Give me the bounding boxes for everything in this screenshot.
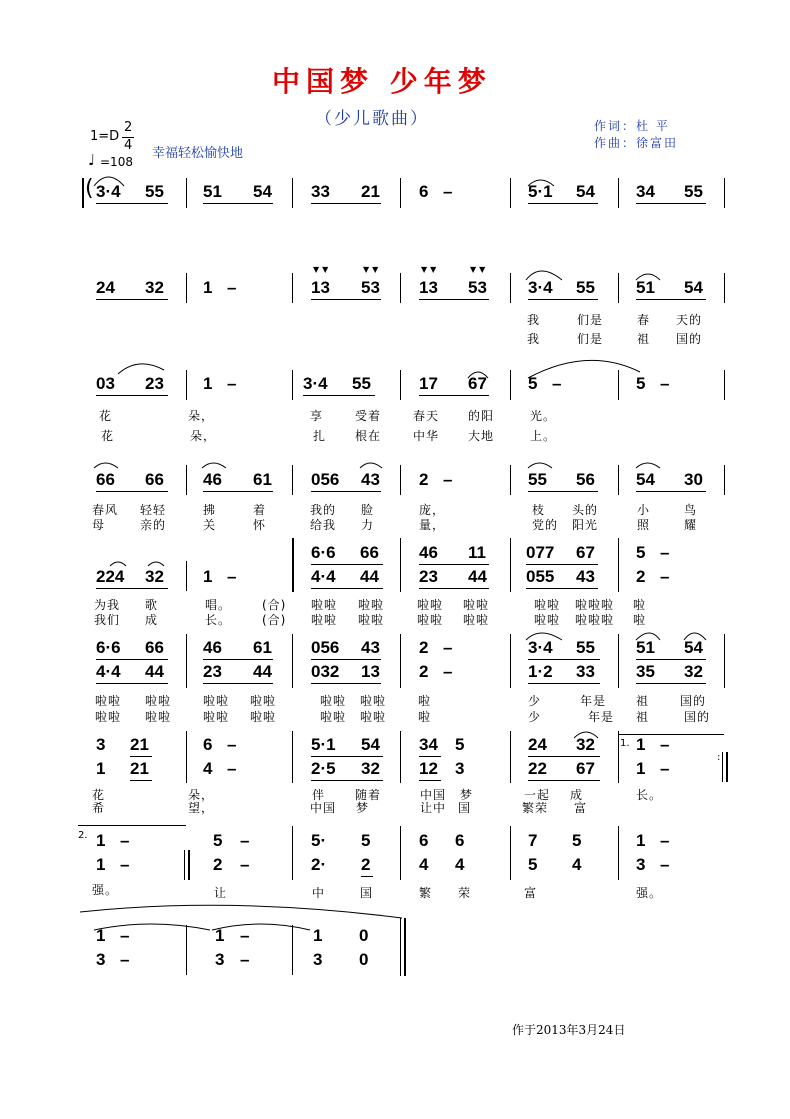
note: 61 (253, 638, 272, 657)
lyric: (合) (262, 613, 287, 627)
note: 55 (352, 374, 371, 393)
note: – (660, 735, 670, 754)
note: – (120, 950, 130, 969)
note: 6 (419, 182, 429, 201)
note: 2 (361, 855, 371, 874)
note: – (443, 470, 453, 489)
lyric: 小 (637, 503, 651, 517)
lyric: 们是 (577, 313, 604, 327)
note: 1 (636, 759, 646, 778)
note: 6 (455, 831, 465, 850)
lyric: 中 (312, 886, 326, 900)
volta-2-label: 2. (78, 830, 88, 841)
lyric: 光。 (530, 409, 557, 423)
lyric: 亲的 (140, 518, 167, 532)
lyric: 受着 (355, 409, 382, 423)
lyric: 祖 (636, 710, 650, 724)
note: 5· (311, 831, 327, 850)
lyric: 成 (145, 613, 159, 627)
note: 34 (636, 182, 655, 201)
lyric: 享 (310, 409, 324, 423)
note: – (660, 759, 670, 778)
lyric: 啦啦 (311, 598, 338, 612)
lyric: 耀 (684, 518, 698, 532)
note: 6·6 (96, 638, 121, 657)
composer-credit: 作曲：徐富田 (594, 136, 679, 150)
note: 17 (419, 374, 438, 393)
lyric: 年是 (580, 694, 607, 708)
lyric: 让 (214, 886, 228, 900)
note: 23 (203, 662, 222, 681)
lyric: 力 (361, 518, 375, 532)
time-signature-top: 2 (124, 120, 133, 135)
lyric: 中国 (420, 788, 447, 802)
note: 5·1 (311, 735, 336, 754)
note: 54 (684, 638, 703, 657)
note: 43 (361, 470, 380, 489)
tempo-marking: =108 (100, 155, 133, 169)
volta-1-label: 1. (620, 738, 630, 749)
lyric: 中国 (310, 801, 337, 815)
lyric: 繁荣 (522, 801, 549, 815)
note: 3 (455, 759, 465, 778)
lyric: 国的 (684, 710, 711, 724)
note: 1 (636, 831, 646, 850)
note: 2·5 (311, 759, 336, 778)
lyric: 天的 (676, 313, 703, 327)
note: 5 (213, 831, 223, 850)
note: 1 (203, 567, 213, 586)
lyric: 为我 (94, 598, 121, 612)
note: 21 (130, 759, 149, 778)
note: 5 (636, 374, 646, 393)
note: – (240, 950, 250, 969)
lyric: 们是 (577, 332, 604, 346)
lyric: 中华 (413, 429, 440, 443)
note: 03 (96, 374, 115, 393)
note: – (240, 855, 250, 874)
lyric: 国 (458, 801, 472, 815)
note: 54 (636, 470, 655, 489)
lyric: 啦 (418, 694, 432, 708)
lyric: 啦啦 (250, 710, 277, 724)
note: 44 (468, 567, 487, 586)
note: – (240, 926, 250, 945)
lyric: 长。 (636, 788, 663, 802)
note: – (660, 374, 670, 393)
lyric: 歌 (145, 598, 159, 612)
lyric: 梦 (356, 801, 370, 815)
lyric: 啦啦 (311, 613, 338, 627)
lyric: 根在 (355, 429, 382, 443)
note: 61 (253, 470, 272, 489)
note: – (227, 567, 237, 586)
note: 077 (526, 543, 555, 562)
note: 0 (359, 926, 369, 945)
lyric: 年是 (588, 710, 615, 724)
lyric: 我的 (310, 503, 337, 517)
repeat-dots-icon: : (717, 752, 721, 763)
note: 1 (203, 374, 213, 393)
note: 2· (311, 855, 327, 874)
lyric: 繁 (419, 886, 433, 900)
note: 55 (576, 638, 595, 657)
note: 5 (572, 831, 582, 850)
note: 43 (361, 638, 380, 657)
lyric: 唱。 (205, 598, 232, 612)
lyric: 轻轻 (140, 503, 167, 517)
note: 0 (359, 950, 369, 969)
note: 51 (636, 278, 655, 297)
note: 5 (455, 735, 465, 754)
lyric: 啦啦 (203, 710, 230, 724)
note: 54 (684, 278, 703, 297)
note: 33 (576, 662, 595, 681)
note: 46 (419, 543, 438, 562)
lyric: 阳光 (572, 518, 599, 532)
lyric: 啦啦 (534, 613, 561, 627)
note: 5·1 (528, 182, 553, 201)
note: 66 (145, 470, 164, 489)
note: 1 (96, 855, 106, 874)
note: 1 (215, 926, 225, 945)
lyric: 着 (253, 503, 267, 517)
note: 24 (96, 278, 115, 297)
lyric: 我们 (94, 613, 121, 627)
lyric: 朵， (188, 788, 215, 802)
note: 66 (360, 543, 379, 562)
note: 7 (528, 831, 538, 850)
lyric: 我 (527, 332, 541, 346)
note: – (120, 926, 130, 945)
song-title: 中国梦 少年梦 (272, 65, 492, 98)
lyric: 荣 (458, 886, 472, 900)
lyric: 春天 (413, 409, 440, 423)
composition-date: 作于2013年3月24日 (512, 1023, 626, 1037)
lyric: 啦啦 (145, 694, 172, 708)
lyric: 党的 (532, 518, 559, 532)
note: 1 (96, 926, 106, 945)
note: 055 (526, 567, 555, 586)
time-signature-bottom: 4 (124, 138, 133, 153)
expression-marking: 幸福轻松愉快地 (152, 146, 244, 161)
lyric: 啦啦 (463, 613, 490, 627)
note: 3 (313, 950, 323, 969)
note: 032 (311, 662, 340, 681)
accent-marks: ▼▼ (313, 265, 332, 274)
note: 3 (215, 950, 225, 969)
note: 22 (528, 759, 547, 778)
note: 32 (684, 662, 703, 681)
note: 55 (528, 470, 547, 489)
note: 1 (203, 278, 213, 297)
note: 21 (361, 182, 380, 201)
song-subtitle: （少儿歌曲） (315, 109, 429, 129)
accent-marks: ▼▼ (363, 265, 382, 274)
note: 55 (684, 182, 703, 201)
note: 4 (455, 855, 465, 874)
lyric: 花 (101, 429, 115, 443)
note: 46 (203, 470, 222, 489)
lyric: 母 (92, 518, 106, 532)
lyric: 啦啦 (417, 598, 444, 612)
note: 6·6 (311, 543, 336, 562)
note: 51 (203, 182, 222, 201)
lyric: 扎 (313, 429, 327, 443)
note: 056 (311, 638, 340, 657)
lyric: 春 (637, 313, 651, 327)
note: 056 (311, 470, 340, 489)
lyric: 庞， (419, 503, 446, 517)
lyric: 朵， (190, 429, 217, 443)
lyric: 啦啦 (203, 694, 230, 708)
key-signature: 1=D (90, 129, 120, 144)
note: 3·4 (528, 278, 553, 297)
lyric: 脸 (361, 503, 375, 517)
lyric: 的阳 (468, 409, 495, 423)
lyric: 啦啦 (534, 598, 561, 612)
lyric: 啦啦 (360, 710, 387, 724)
note: 3·4 (528, 638, 553, 657)
note: – (443, 662, 453, 681)
note: – (227, 735, 237, 754)
lyric: 国的 (680, 694, 707, 708)
note: 4·4 (311, 567, 336, 586)
note: 2 (419, 662, 429, 681)
lyric: 关 (203, 518, 217, 532)
note: 46 (203, 638, 222, 657)
lyric: 让中 (420, 801, 447, 815)
note: 2 (636, 567, 646, 586)
note: 6 (203, 735, 213, 754)
lyric: 随着 (355, 788, 382, 802)
quarter-note-icon: ♩ (88, 151, 96, 169)
note: – (227, 278, 237, 297)
note: 5 (528, 374, 538, 393)
note: 53 (361, 278, 380, 297)
note: 12 (419, 759, 438, 778)
note: 55 (576, 278, 595, 297)
note: 1 (96, 759, 106, 778)
note: 23 (419, 567, 438, 586)
note: 53 (468, 278, 487, 297)
lyric: 鸟 (684, 503, 698, 517)
lyric: 啦啦 (320, 710, 347, 724)
note: 66 (145, 638, 164, 657)
note: 224 (96, 567, 125, 586)
lyric: 啦 (633, 613, 647, 627)
note: – (227, 374, 237, 393)
note: 2 (213, 855, 223, 874)
lyric: 少 (528, 710, 542, 724)
note: 5 (528, 855, 538, 874)
note: 67 (468, 374, 487, 393)
lyric: 少 (528, 694, 542, 708)
note: – (120, 855, 130, 874)
lyric: 啦啦 (358, 598, 385, 612)
note: 13 (361, 662, 380, 681)
lyric: 我 (527, 313, 541, 327)
note: 23 (145, 374, 164, 393)
lyric: 望， (188, 801, 215, 815)
note: 5 (361, 831, 371, 850)
lyric: 啦啦 (95, 710, 122, 724)
lyric: 一起 (524, 788, 551, 802)
note: 67 (576, 543, 595, 562)
note: 4·4 (96, 662, 121, 681)
lyric: 伴 (312, 788, 326, 802)
lyric: 大地 (468, 429, 495, 443)
lyric: 梦 (460, 788, 474, 802)
note: 1 (96, 831, 106, 850)
note: 3 (96, 735, 106, 754)
lyric: 花 (99, 409, 113, 423)
lyric: 啦 (418, 710, 432, 724)
lyric: (合) (262, 598, 287, 612)
lyric: 成 (570, 788, 584, 802)
lyric: 照 (637, 518, 651, 532)
lyric: 啦啦 (95, 694, 122, 708)
lyric: 怀 (253, 518, 267, 532)
lyric: 花 (92, 788, 106, 802)
note: 54 (576, 182, 595, 201)
note: 44 (253, 662, 272, 681)
note: 13 (311, 278, 330, 297)
note: 32 (576, 735, 595, 754)
note: – (660, 567, 670, 586)
lyric: 富 (524, 886, 538, 900)
note: 6 (419, 831, 429, 850)
note: 3·4 (303, 374, 328, 393)
note: – (443, 638, 453, 657)
note: – (120, 831, 130, 850)
lyric: 啦啦 (358, 613, 385, 627)
lyric: 上。 (530, 429, 557, 443)
note: 54 (253, 182, 272, 201)
note: 32 (145, 567, 164, 586)
note: 35 (636, 662, 655, 681)
lyric: 希 (92, 801, 106, 815)
note: 51 (636, 638, 655, 657)
note: – (227, 759, 237, 778)
lyric: 啦啦 (320, 694, 347, 708)
lyric: 啦啦 (417, 613, 444, 627)
lyric: 啦啦啦 (575, 613, 615, 627)
note: 1 (636, 735, 646, 754)
note: 44 (145, 662, 164, 681)
note: 11 (468, 543, 486, 562)
note: – (660, 831, 670, 850)
lyric: 朵， (188, 409, 215, 423)
lyricist-credit: 作词：杜 平 (594, 119, 670, 133)
note: 43 (576, 567, 595, 586)
note: 5 (636, 543, 646, 562)
note: 2 (419, 470, 429, 489)
lyric: 量， (419, 518, 446, 532)
lyric: 国的 (676, 332, 703, 346)
note: 34 (419, 735, 438, 754)
note: 32 (145, 278, 164, 297)
lyric: 拂 (203, 503, 217, 517)
note: 55 (145, 182, 164, 201)
note: 1 (313, 926, 323, 945)
lyric: 富 (574, 801, 588, 815)
lyric: 啦啦啦 (575, 598, 615, 612)
lyric: 啦啦 (145, 710, 172, 724)
note: 33 (311, 182, 330, 201)
note: 32 (361, 759, 380, 778)
lyric: 长。 (205, 613, 232, 627)
note: 3 (96, 950, 106, 969)
note: – (552, 374, 562, 393)
note: 30 (684, 470, 703, 489)
note: – (240, 831, 250, 850)
lyric: 头的 (572, 503, 599, 517)
lyric: 啦 (633, 598, 647, 612)
note: 4 (572, 855, 582, 874)
lyric: 强。 (92, 883, 119, 897)
note: 67 (576, 759, 595, 778)
lyric: 枝 (532, 503, 546, 517)
note: 2 (419, 638, 429, 657)
note: 4 (203, 759, 213, 778)
lyric: 国 (360, 886, 374, 900)
note: 3·4 (96, 182, 121, 201)
lyric: 祖 (636, 694, 650, 708)
accent-marks: ▼▼ (421, 265, 440, 274)
lyric: 强。 (636, 886, 663, 900)
note: 1·2 (528, 662, 553, 681)
lyric: 春风 (92, 503, 119, 517)
lyric: 啦啦 (463, 598, 490, 612)
repeat-bracket-icon: ( (85, 176, 94, 201)
note: 13 (419, 278, 438, 297)
lyric: 啦啦 (360, 694, 387, 708)
note: 56 (576, 470, 595, 489)
note: 24 (528, 735, 547, 754)
note: 44 (360, 567, 379, 586)
note: – (660, 855, 670, 874)
note: 4 (419, 855, 429, 874)
accent-marks: ▼▼ (470, 265, 489, 274)
note: – (660, 543, 670, 562)
note: 3 (636, 855, 646, 874)
note: 21 (130, 735, 149, 754)
lyric: 给我 (310, 518, 337, 532)
note: 54 (361, 735, 380, 754)
note: – (443, 182, 453, 201)
lyric: 祖 (637, 332, 651, 346)
lyric: 啦啦 (250, 694, 277, 708)
note: 66 (96, 470, 115, 489)
